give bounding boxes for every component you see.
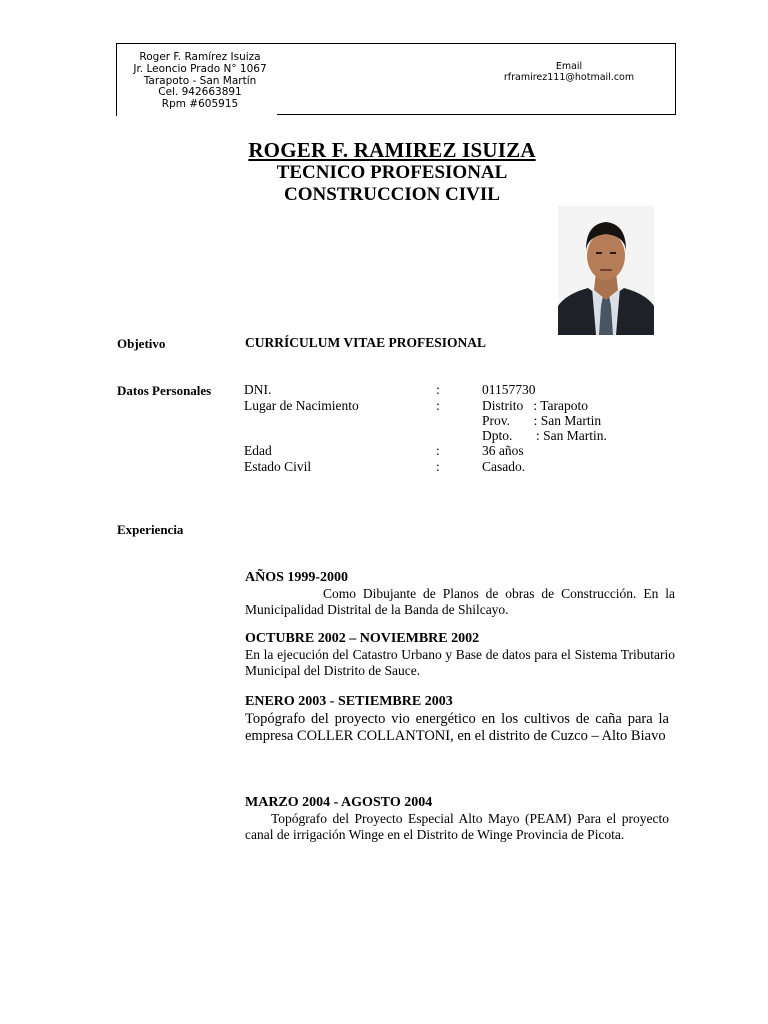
cv-subtitle-field: CONSTRUCCION CIVIL	[284, 184, 500, 205]
datos-value-edad: 36 años	[482, 443, 524, 458]
header-box-corner	[116, 107, 117, 116]
experience-period: ENERO 2003 - SETIEMBRE 2003	[245, 694, 453, 709]
experience-description: Topógrafo del proyecto vio energético en los cultivos de caña para la empresa COLLER COLLANTONI, en el distrito de Cuzco – Alto Biavo	[245, 711, 669, 744]
datos-sep-dni: :	[436, 382, 440, 397]
contact-phone: Cel. 942663891	[158, 86, 242, 99]
experience-period: OCTUBRE 2002 – NOVIEMBRE 2002	[245, 631, 480, 646]
experience-description: Topógrafo del Proyecto Especial Alto Mayo (PEAM) Para el proyecto canal de irrigación Winge en el Distrito de Winge Provincia de Picota.	[245, 811, 669, 842]
email-link[interactable]: rframirez111@hotmail.com	[503, 72, 635, 83]
header-contact-info	[130, 52, 270, 111]
section-label-experiencia: Experiencia	[117, 522, 184, 537]
cv-subtitle-profession: TECNICO PROFESIONAL	[276, 162, 508, 183]
datos-value-dni: 01157730	[482, 382, 536, 397]
datos-field-lugar: Lugar de Nacimiento	[244, 398, 359, 413]
objetivo-text: CURRÍCULUM VITAE PROFESIONAL	[245, 335, 487, 350]
datos-sep-lugar: :	[436, 398, 440, 413]
contact-city: Tarapoto - San Martín	[143, 74, 257, 87]
datos-field-edad: Edad	[244, 443, 272, 458]
datos-value-distrito: Distrito : Tarapoto	[482, 398, 589, 413]
datos-value-dpto: Dpto. : San Martin.	[482, 428, 607, 443]
contact-address: Jr. Leoncio Prado N° 1067	[133, 62, 267, 75]
header-email-block	[500, 61, 638, 83]
section-label-objetivo: Objetivo	[117, 336, 166, 351]
cv-name-title: ROGER F. RAMIREZ ISUIZA	[248, 138, 536, 162]
experience-period: AÑOS 1999-2000	[245, 570, 349, 585]
experience-description: Como Dibujante de Planos de obras de Construcción. En la Municipalidad Distrital de la Banda de Shilcayo.	[245, 586, 675, 617]
section-label-datos-personales: Datos Personales	[117, 383, 212, 398]
contact-name: Roger F. Ramírez Isuiza	[139, 51, 261, 63]
datos-field-dni: DNI.	[244, 382, 272, 397]
profile-photo	[558, 206, 654, 335]
email-label: Email	[555, 61, 583, 72]
datos-sep-estado-civil: :	[436, 459, 440, 474]
contact-rpm: Rpm #605915	[161, 98, 239, 111]
datos-field-estado-civil: Estado Civil	[244, 459, 312, 474]
experience-description: En la ejecución del Catastro Urbano y Base de datos para el Sistema Tributario Municipal del Distrito de Sauce.	[245, 647, 675, 678]
experience-period: MARZO 2004 - AGOSTO 2004	[245, 795, 433, 810]
datos-value-estado-civil: Casado.	[482, 459, 526, 474]
datos-value-prov: Prov. : San Martin	[482, 413, 602, 428]
header-box-gap	[117, 114, 277, 117]
datos-sep-edad: :	[436, 443, 440, 458]
